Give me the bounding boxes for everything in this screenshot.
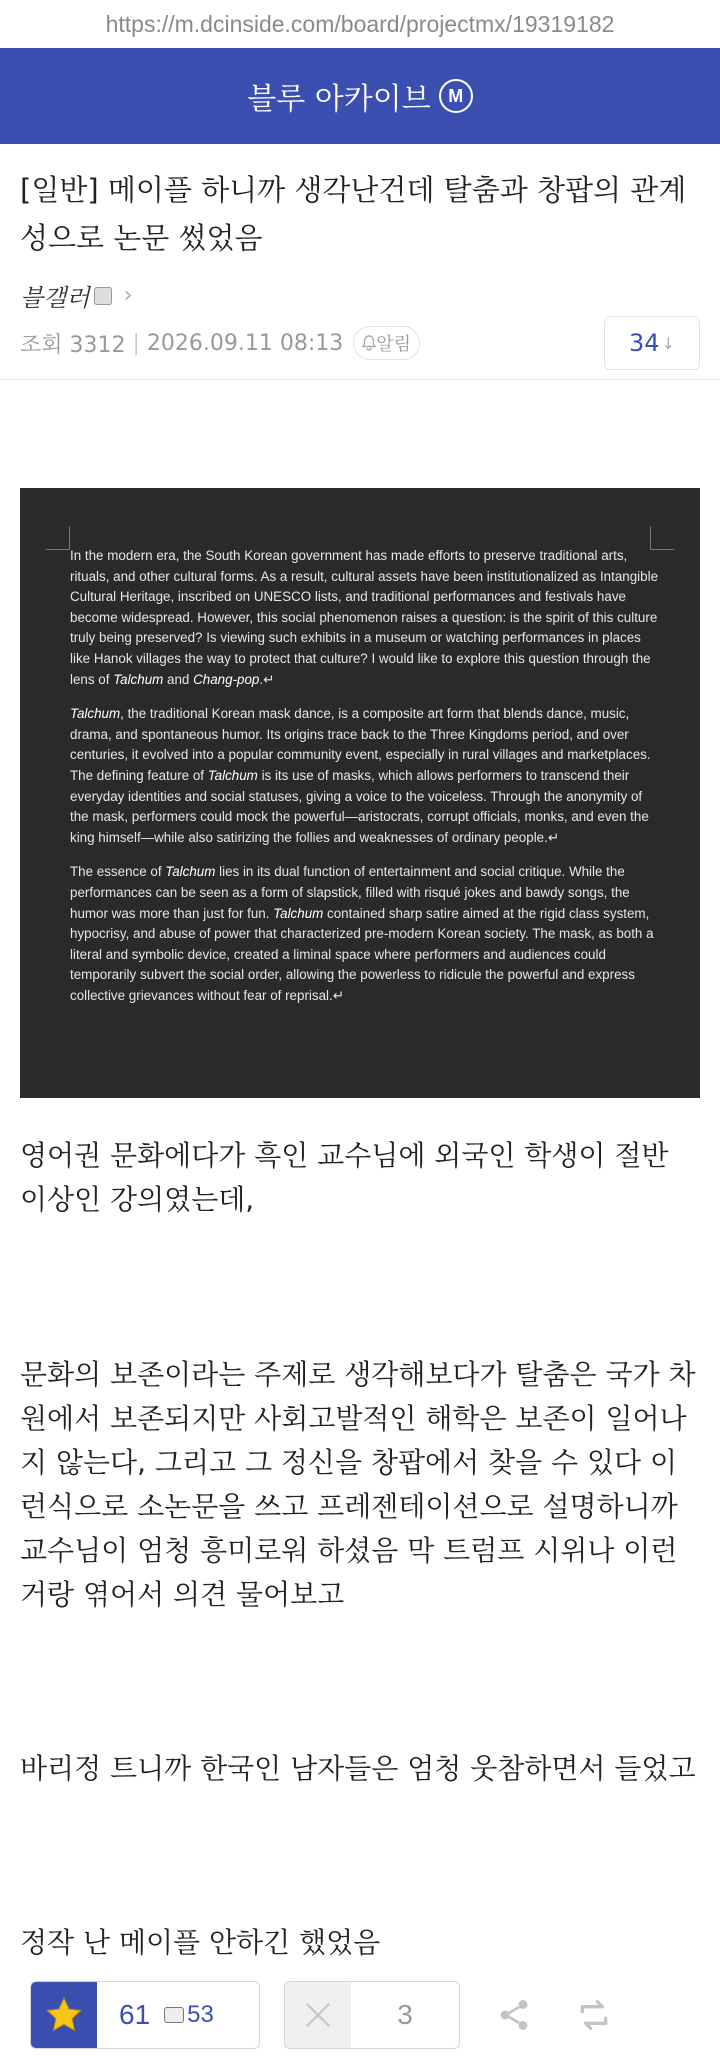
recommend-group — [30, 1981, 260, 2049]
doc-paragraph: Talchum, the traditional Korean mask dance, is a composite art form that blends dance, music, drama, and spontaneous humor. Its origins trace back to the Three Kingdoms period, and over centuries, it evolved into a popular community event, especially in rural villages and marketplaces. The defining feature of Talchum is its use of masks, which allows performers to transcend their everyday identities and social statuses, giving a voice to the voiceless. Through the anonymity of the mask, performers could mock the powerful—aristocrats, corrupt officials, monks, and even the king himself—while also satirizing the follies and weaknesses of ordinary people.↵ — [70, 706, 651, 845]
author-name[interactable]: 블갤러 — [20, 284, 90, 312]
doc-paragraph: The essence of Talchum lies in its dual function of entertainment and social critique. While the performances can be seen as a form of slapstick, filled with risqué jokes and bawdy songs, the humor was more than just for fun. Talchum contained sharp satire aimed at the rigid class system, hypocrisy, and abuse of power that characterized pre-modern Korean society. The mask, as both a literal and symbolic device, created a liminal space where performers and audiences could temporarily subvert the social order, allowing the powerless to ridicule the powerful and express collective grievances without fear of reprisal.↵ — [70, 864, 654, 1003]
view-count: 조회 3312 — [20, 332, 126, 358]
comment-count: 34 — [629, 329, 660, 357]
body-paragraph: 문화의 보존이라는 주제로 생각해보다가 탈춤은 국가 차원에서 보존되지만 사회고발적인 해학은 보존이 일어나지 않는다, 그리고 그 정신을 창팝에서 찾을 수 있다 이런식으로 소논문을 쓰고 프레젠테이션으로 설명하니까 교수님이 엄청 흥미로워 하셨음 막 트럼프 시위나 이런거랑 엮어서 의견 물어보고 — [20, 1358, 696, 1611]
post-datetime: 2026.09.11 08:13 — [146, 330, 344, 356]
page-corner-mark — [46, 526, 70, 550]
post-header — [0, 144, 720, 380]
doc-paragraph: In the modern era, the South Korean government has made efforts to preserve traditional arts, rituals, and other cultural forms. As a result, cultural assets have been institutionalized as Intangible Cultural Heritage, inscribed on UNESCO lists, and traditional performances and festivals have become widespread. However, this social phenomenon raises a question: is the spirit of this culture truly being preserved? Is viewing such exhibits in a museum or watching performances in places like Hanok villages the way to protect that culture? I would like to explore this question through the lens of Talchum and Chang-pop.↵ — [70, 548, 659, 687]
close-icon — [301, 1998, 335, 2032]
url-text: https://m.dcinside.com/board/projectmx/19319182 — [105, 10, 615, 37]
repost-icon — [574, 1995, 614, 2035]
fixed-nick-icon — [164, 2007, 184, 2023]
document-screenshot-image — [20, 488, 700, 1098]
alarm-button[interactable] — [353, 326, 420, 360]
comment-count-button[interactable] — [604, 316, 700, 370]
chevron-right-icon[interactable]: › — [123, 283, 133, 308]
body-paragraph: 정작 난 메이플 안하긴 했었음 — [20, 1926, 381, 1959]
post-content — [0, 488, 720, 1965]
fixed-nick-icon — [94, 287, 112, 305]
gallery-header[interactable] — [0, 48, 720, 144]
repost-button[interactable] — [568, 1989, 620, 2041]
minor-gallery-badge-icon: M — [439, 79, 473, 113]
star-icon — [44, 1995, 84, 2035]
fixed-recommend-count: 53 — [164, 2001, 214, 2029]
recommend-count: 61 — [119, 1999, 151, 2030]
nonrecommend-group — [284, 1981, 460, 2049]
post-meta — [20, 316, 700, 370]
meta-divider: | — [132, 330, 140, 356]
nonrecommend-count: 3 — [397, 1999, 413, 2030]
page-corner-mark — [650, 526, 674, 550]
alarm-label: 알림 — [376, 334, 412, 355]
author-row[interactable] — [20, 278, 700, 313]
action-bar — [30, 1980, 690, 2050]
arrow-down-icon: ↓ — [661, 333, 675, 353]
nonrecommend-button[interactable] — [285, 1981, 351, 2049]
bell-icon — [362, 335, 376, 351]
gallery-title[interactable]: 블루 아카이브 — [247, 82, 431, 117]
post-title: [일반] 메이플 하니까 생각난건데 탈춤과 창팝의 관계성으로 논문 썼었음 — [20, 173, 687, 255]
recommend-button[interactable] — [31, 1981, 97, 2049]
body-paragraph: 바리정 트니까 한국인 남자들은 엄청 웃참하면서 들었고 — [20, 1752, 696, 1785]
address-bar[interactable] — [0, 0, 720, 48]
share-icon — [496, 1997, 532, 2033]
share-button[interactable] — [488, 1989, 540, 2041]
body-paragraph: 영어권 문화에다가 흑인 교수님에 외국인 학생이 절반 이상인 강의였는데, — [20, 1139, 669, 1216]
